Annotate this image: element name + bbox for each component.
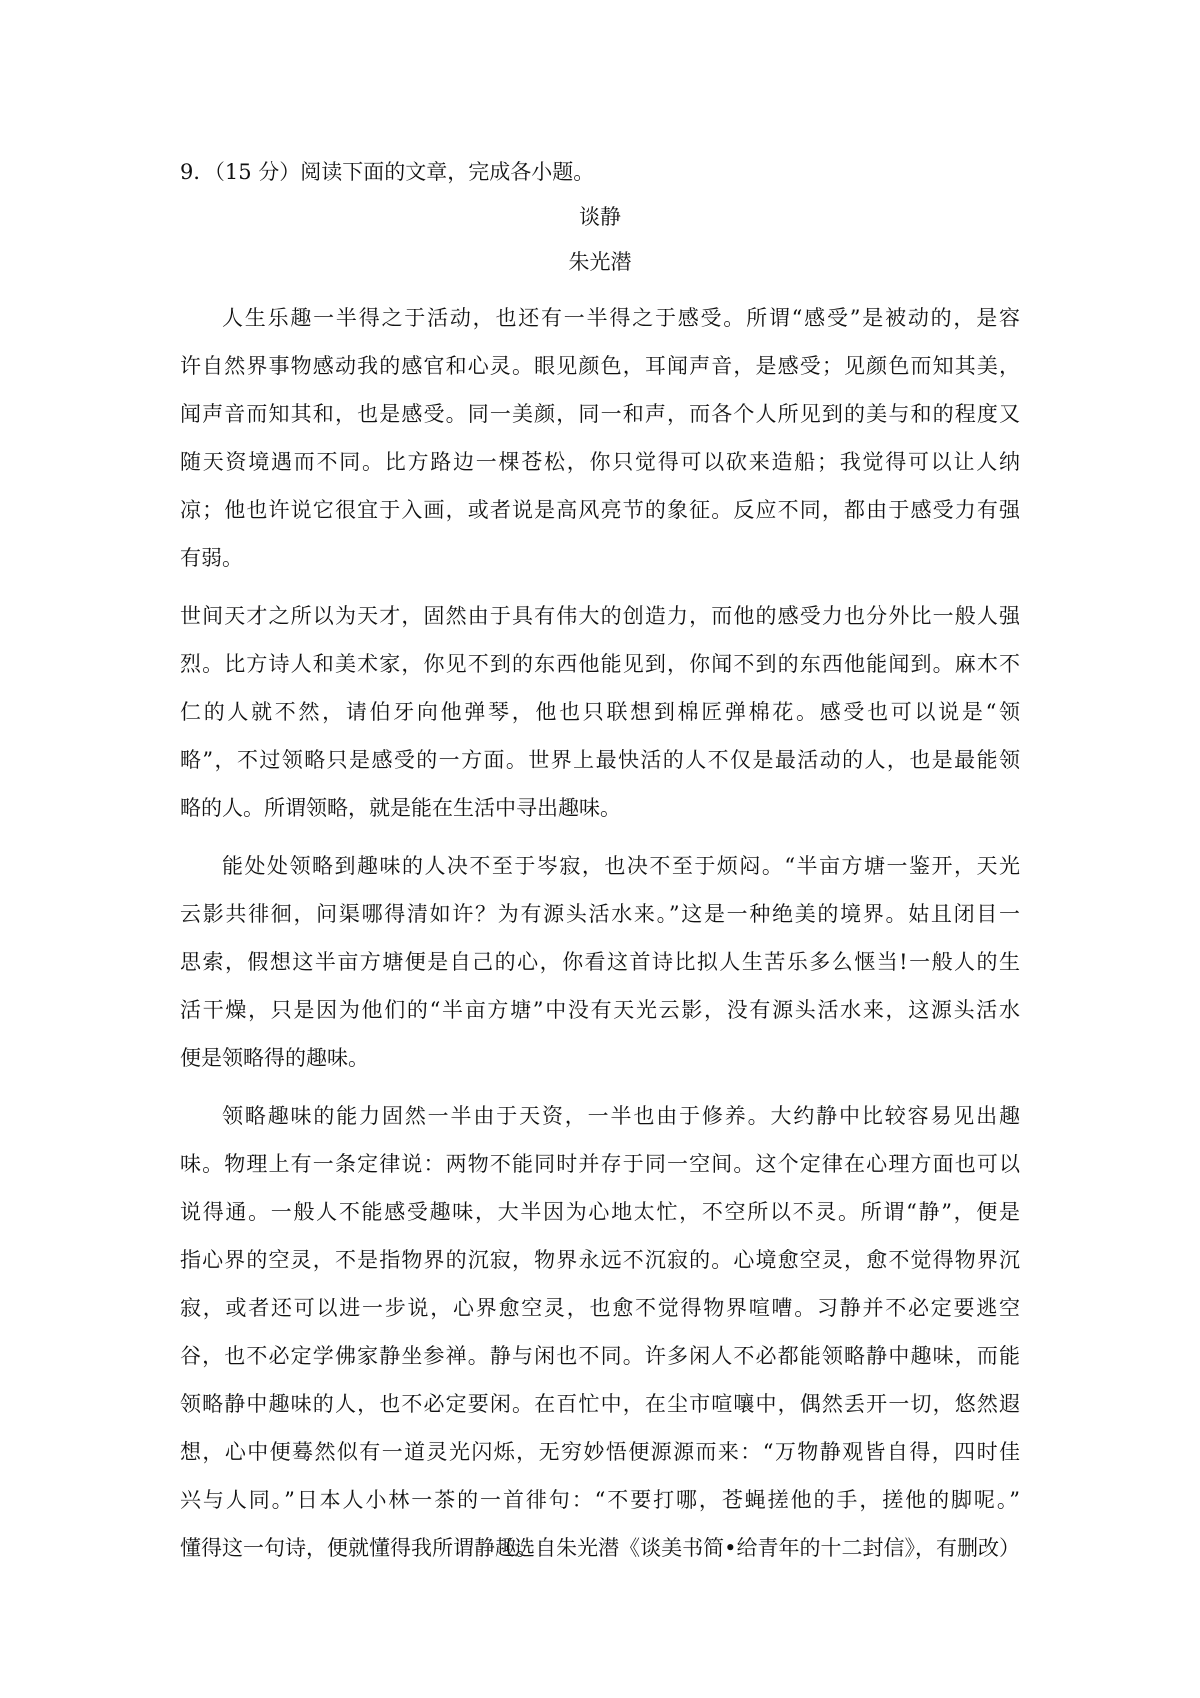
text-line: 闻声音而知其和，也是感受。同一美颜，同一和声，而各个人所见到的美与和的程度又 [180,402,1020,426]
text-line: 寂，或者还可以进一步说，心界愈空灵，也愈不觉得物界喧嘈。习静并不必定要逃空 [180,1296,1020,1320]
article-source-note: （选自朱光潜《谈美书简•给青年的十二封信》，有删改） [493,1536,1020,1560]
text-line: 烈。比方诗人和美术家，你见不到的东西他能见到，你闻不到的东西他能闻到。麻木不 [180,652,1020,676]
text-line: 谷，也不必定学佛家静坐参禅。静与闲也不同。许多闲人不必都能领略静中趣味，而能 [180,1344,1020,1368]
text-line: 随天资境遇而不同。比方路边一棵苍松，你只觉得可以砍来造船；我觉得可以让人纳 [180,450,1020,474]
paragraph-4 [180,1092,1020,1572]
paragraph-1 [180,294,1020,582]
text-line: 活干燥，只是因为他们的“半亩方塘”中没有天光云影，没有源头活水来，这源头活水 [180,998,1020,1022]
text-line: 能处处领略到趣味的人决不至于岑寂，也决不至于烦闷。“半亩方塘一鉴开，天光 [222,854,1020,878]
text-line: 领略趣味的能力固然一半由于天资，一半也由于修养。大约静中比较容易见出趣 [222,1104,1020,1128]
text-line: 兴与人同。”日本人小林一茶的一首徘句：“不要打哪，苍蝇搓他的手，搓他的脚呢。” [180,1488,1020,1512]
article-title: 谈静 [579,205,621,229]
text-line: 领略静中趣味的人，也不必定要闲。在百忙中，在尘市喧嚷中，偶然丢开一切，悠然遐 [180,1392,1020,1416]
text-line: 许自然界事物感动我的感官和心灵。眼见颜色，耳闻声音，是感受；见颜色而知其美， [180,354,1020,378]
text-line: 指心界的空灵，不是指物界的沉寂，物界永远不沉寂的。心境愈空灵，愈不觉得物界沉 [180,1248,1020,1272]
text-line: 说得通。一般人不能感受趣味，大半因为心地太忙，不空所以不灵。所谓“静”，便是 [180,1200,1020,1224]
text-line: 味。物理上有一条定律说：两物不能同时并存于同一空间。这个定律在心理方面也可以 [180,1152,1020,1176]
question-header: 9．（15 分）阅读下面的文章，完成各小题。 [180,160,595,184]
text-line: 便是领略得的趣味。 [180,1046,369,1070]
text-line: 思索，假想这半亩方塘便是自己的心，你看这首诗比拟人生苦乐多么惬当!一般人的生 [180,950,1020,974]
text-line: 略的人。所谓领略，就是能在生活中寻出趣味。 [180,796,621,820]
text-line: 云影共徘徊，问渠哪得清如许？为有源头活水来。”这是一种绝美的境界。姑且闭目一 [180,902,1020,926]
paragraph-2 [180,592,1020,832]
text-line: 想，心中便蓦然似有一道灵光闪烁，无穷妙悟便源源而来：“万物静观皆自得，四时佳 [180,1440,1020,1464]
text-line: 凉；他也许说它很宜于入画，或者说是高风亮节的象征。反应不同，都由于感受力有强 [180,498,1020,522]
text-line: 世间天才之所以为天才，固然由于具有伟大的创造力，而他的感受力也分外比一般人强 [180,604,1020,628]
article-author: 朱光潜 [568,250,632,274]
paragraph-3 [180,842,1020,1082]
text-line: 懂得这一句诗，便就懂得我所谓静趣。 [180,1536,537,1560]
article-body [180,294,1020,1582]
text-line: 仁的人就不然，请伯牙向他弹琴，他也只联想到棉匠弹棉花。感受也可以说是“领 [180,700,1020,724]
text-line: 有弱。 [180,546,243,570]
text-line: 略”，不过领略只是感受的一方面。世界上最快活的人不仅是最活动的人，也是最能领 [180,748,1020,772]
text-line: 人生乐趣一半得之于活动，也还有一半得之于感受。所谓“感受”是被动的，是容 [222,306,1020,330]
